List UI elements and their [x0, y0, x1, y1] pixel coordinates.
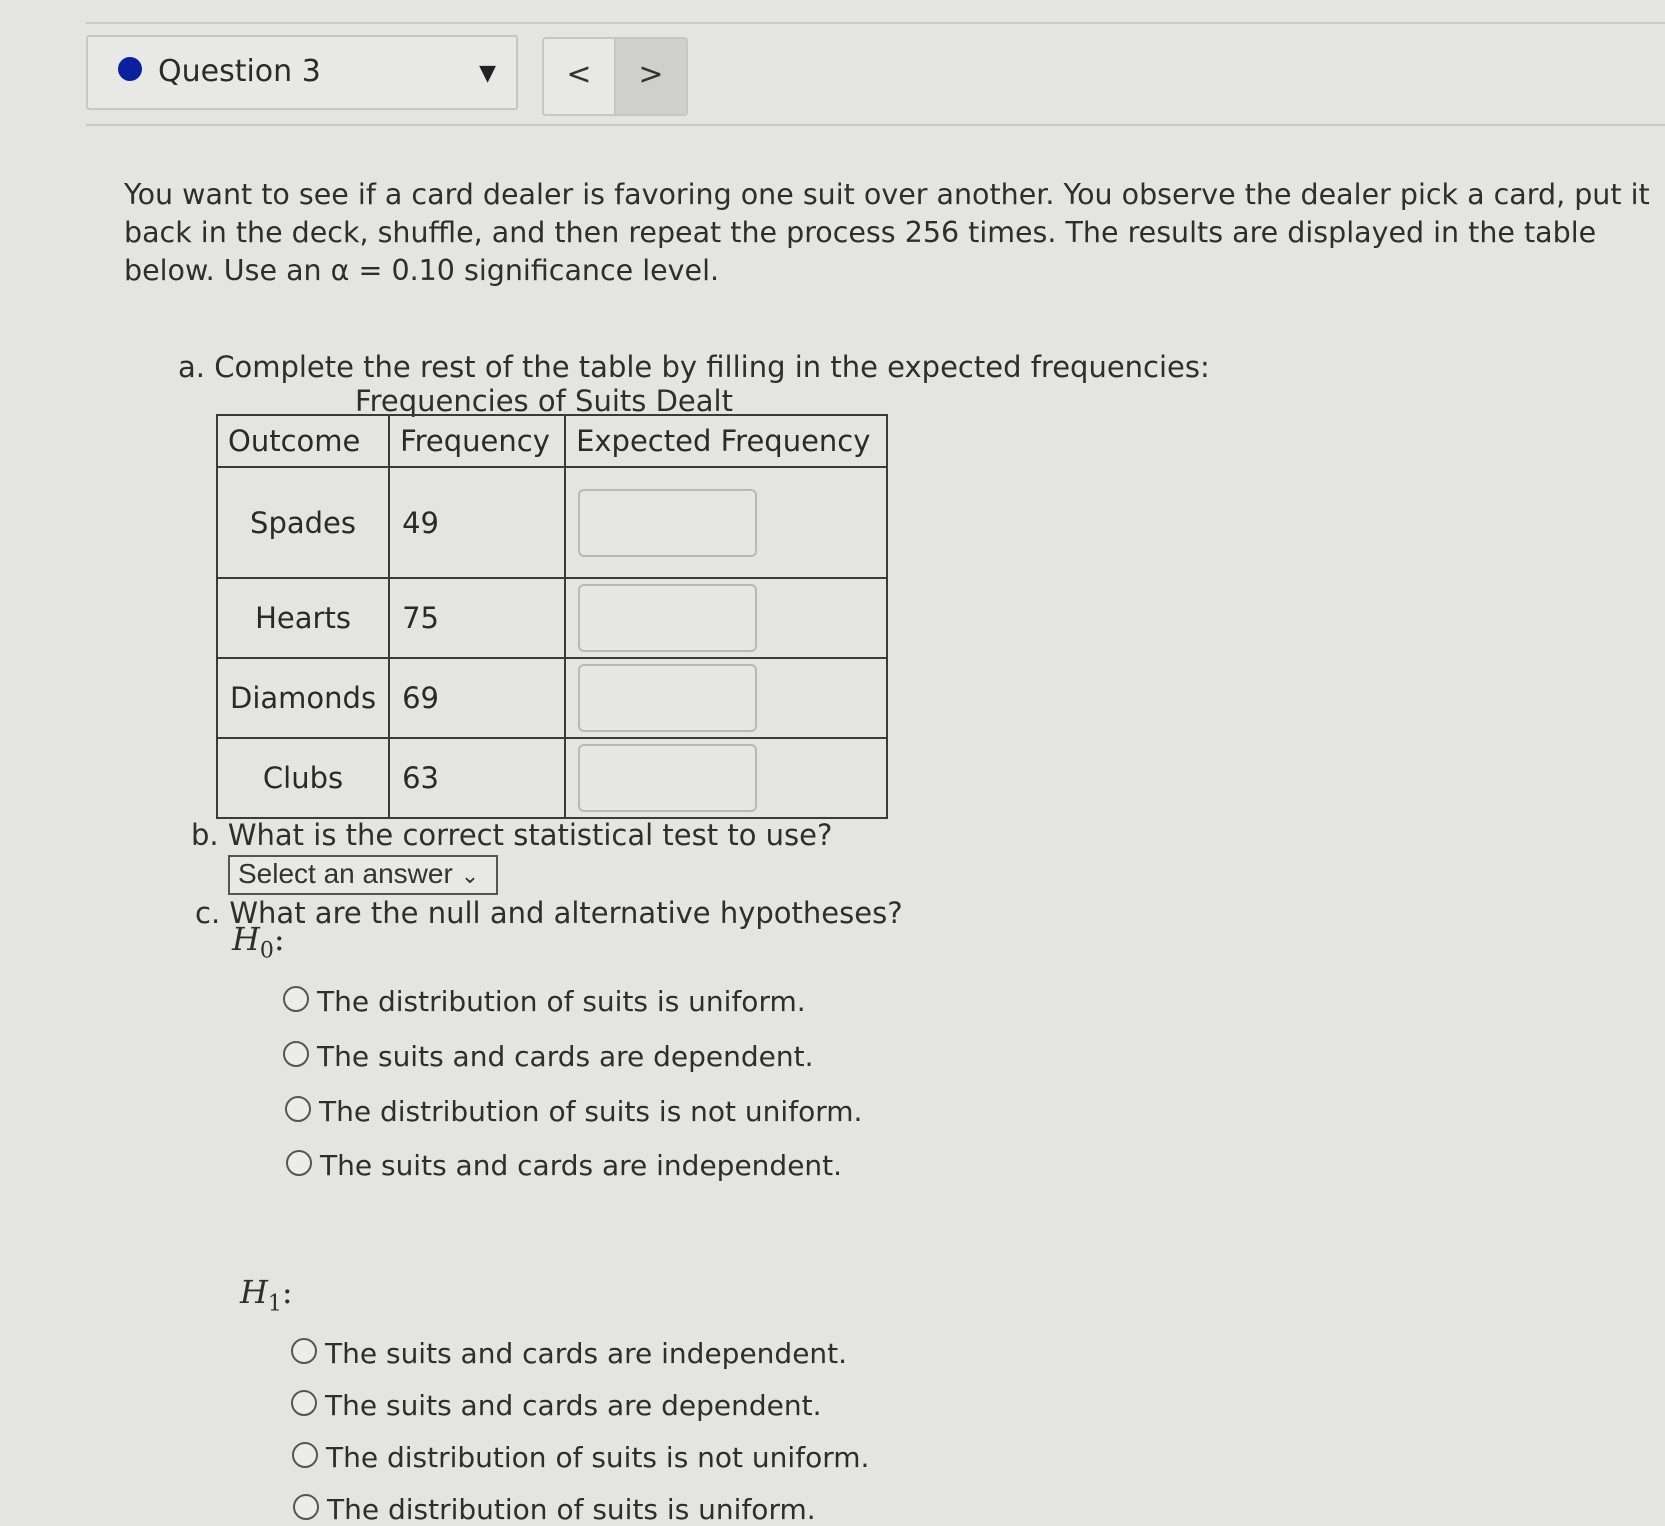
radio-button[interactable] — [291, 1390, 317, 1416]
frequency-cell: 49 — [389, 467, 565, 578]
chevron-down-icon: ⌄ — [460, 863, 480, 888]
header-divider — [86, 124, 1665, 126]
outcome-cell: Spades — [217, 467, 389, 578]
question-status-dot — [118, 57, 142, 81]
part-c-prompt: c. What are the null and alternative hypotheses? — [195, 896, 903, 930]
header-outcome: Outcome — [217, 415, 389, 467]
radio-button[interactable] — [292, 1442, 318, 1468]
header-expected-frequency: Expected Frequency — [565, 415, 887, 467]
table-header-row — [217, 415, 887, 467]
radio-button[interactable] — [283, 986, 309, 1012]
table-row — [217, 467, 887, 578]
expected-frequency-input-clubs[interactable] — [578, 744, 757, 812]
radio-button[interactable] — [285, 1096, 311, 1122]
h1-option[interactable]: The distribution of suits is not uniform. — [292, 1441, 869, 1474]
outcome-cell: Diamonds — [217, 658, 389, 738]
h1-option[interactable]: The distribution of suits is uniform. — [293, 1493, 816, 1526]
h0-option[interactable]: The suits and cards are dependent. — [283, 1040, 814, 1073]
h1-option[interactable]: The suits and cards are independent. — [291, 1337, 847, 1370]
h0-option[interactable]: The distribution of suits is uniform. — [283, 985, 806, 1018]
top-divider — [86, 22, 1665, 24]
expected-cell — [565, 578, 887, 658]
frequency-cell: 69 — [389, 658, 565, 738]
part-a-prompt: a. Complete the rest of the table by filling in the expected frequencies: — [178, 350, 1210, 384]
caret-down-icon: ▼ — [479, 61, 496, 86]
previous-question-button[interactable]: < — [542, 37, 616, 116]
h0-option[interactable]: The suits and cards are independent. — [286, 1149, 842, 1182]
expected-frequency-input-hearts[interactable] — [578, 584, 757, 652]
expected-frequency-input-diamonds[interactable] — [578, 664, 757, 732]
table-row — [217, 658, 887, 738]
h0-label: $H_0$: — [232, 920, 285, 964]
table-row — [217, 738, 887, 818]
expected-cell — [565, 467, 887, 578]
frequency-table — [216, 414, 888, 819]
expected-frequency-input-spades[interactable] — [578, 489, 757, 557]
h0-option[interactable]: The distribution of suits is not uniform. — [285, 1095, 862, 1128]
table-caption: Frequencies of Suits Dealt — [355, 384, 733, 418]
part-b-prompt: b. What is the correct statistical test to use? — [191, 818, 833, 852]
next-question-button[interactable]: > — [614, 37, 688, 116]
statistical-test-select[interactable] — [228, 855, 498, 895]
h1-option[interactable]: The suits and cards are dependent. — [291, 1389, 822, 1422]
expected-cell — [565, 658, 887, 738]
radio-button[interactable] — [286, 1150, 312, 1176]
outcome-cell: Hearts — [217, 578, 389, 658]
expected-cell — [565, 738, 887, 818]
radio-button[interactable] — [291, 1338, 317, 1364]
outcome-cell: Clubs — [217, 738, 389, 818]
select-value: Select an answer — [238, 858, 453, 889]
question-dropdown[interactable] — [86, 35, 518, 110]
question-label: Question 3 — [158, 54, 321, 89]
h1-label: $H_1$: — [240, 1273, 293, 1317]
problem-statement: You want to see if a card dealer is favoring one suit over another. You observe the dealer pick a card, put it back in the deck, shuffle, and then repeat the process 256 times. The results are displayed in the table below. Use an α = 0.10 significance level. — [124, 178, 1650, 287]
header-frequency: Frequency — [389, 415, 565, 467]
radio-button[interactable] — [283, 1041, 309, 1067]
frequency-cell: 75 — [389, 578, 565, 658]
table-row — [217, 578, 887, 658]
frequency-cell: 63 — [389, 738, 565, 818]
radio-button[interactable] — [293, 1494, 319, 1520]
